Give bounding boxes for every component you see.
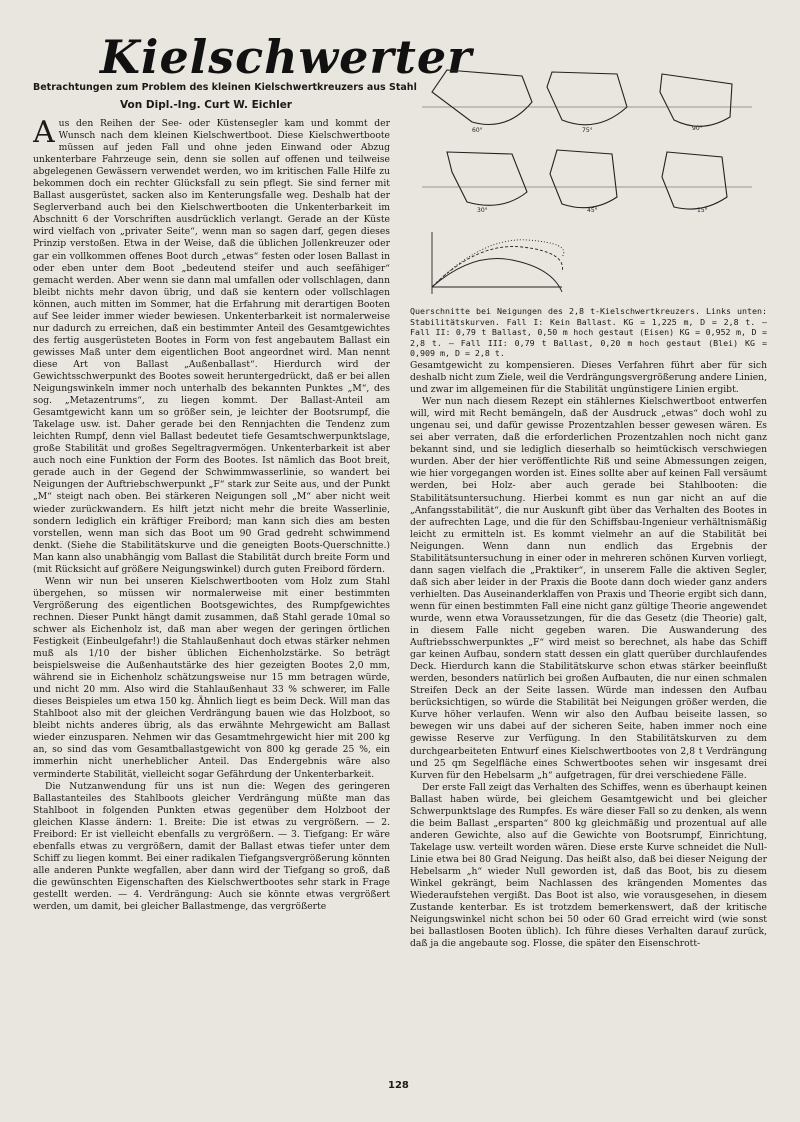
angle-label: 15° xyxy=(697,207,708,214)
hull-section-60 xyxy=(432,70,532,125)
paragraph: Wer nun nach diesem Rezept ein stählernes Kielschwertboot entwerfen will, wird mit Recht bemängeln, daß der Ausdruck „etwas“ doch wohl zu ungenau sei, und dafür gewisse Prozentzahlen besser gewesen wären. Es sei aber verraten, daß die erforderlichen Prozentzahlen noch nicht ganz bekannt sind, und sie lediglich dieserhalb so heimtückisch verschwiegen wurden. Aber der hier veröffentlichte Riß und seine Abmessungen zeigen, wie hier vorgegangen worden ist. Eines sollte aber auf keinen Fall versäumt werden, bei Holz- aber auch gerade bei Stahlbooten: die Stabilitätsuntersuchung. Hierbei kommt es nun gar nicht an auf die „Anfangsstabilität“, die nur Auskunft gibt über das Verhalten des Bootes in der aufrechten Lage, und die für den Schiffsbau-Ingenieur verhältnismäßig leicht zu ermitteln ist. Es kommt vielmehr an auf die Stabilität bei Neigungen. Wenn dann nun endlich das Ergebnis der Stabilitätsuntersuchung in einer oder in mehreren schönen Kurven vorliegt, dann sagen vielfach die „Praktiker“, in unserem Falle die aktiven Segler, daß sich aber leider in der Praxis die Boote dann doch wieder ganz anders verhielten. Das Auseinanderklaffen von Praxis und Theorie ergibt sich dann, wenn für einen bestimmten Fall eine nicht ganz gültige Theorie angewendet wurde, wenn etwa Voraussetzungen, für die das Gesetz (die Theorie) galt, in diesem Falle nicht gegeben waren. Die Auswanderung des Auftriebsschwerpunktes „F“ wird meist so berechnet, als habe das Schiff gar keinen Aufbau, sondern statt dessen ein glatt querüber durchlaufendes Deck. Hierdurch kann die Stabilitätskurve schon etwas stärker beeinflußt werden, besonders natürlich bei großen Aufbauten, die nur einen schmalen Streifen Deck an der Seite lassen. Würde man indessen den Aufbau berücksichtigen, so würde die Stabilität bei Neigungen größer werden, die Kurve höher verlaufen. Wenn wir also den Aufbau beiseite lassen, so bewegen wir uns dabei auf der sicheren Seite, haben immer noch eine gewisse Reserve zur Verfügung. In den Stabilitätskurven zu dem durchgearbeiteten Entwurf eines Kielschwertbootes von 2,8 t Verdrängung und 25 qm Segelfläche eines Schwertbootes sehen wir insgesamt drei Kurven für den Hebelsarm „h“ aufgetragen, für drei verschiedene Fälle. xyxy=(410,396,767,781)
paragraph: Gesamtgewicht zu kompensieren. Dieses Verfahren führt aber für sich deshalb nicht zum Ziele, weil die Verdrängungsvergrößerung andere Linien, und zwar im allgemeinen für die Stabilität ungünstigere Linien ergibt. xyxy=(410,360,767,396)
paragraph: Wenn wir nun bei unseren Kielschwertbooten vom Holz zum Stahl übergehen, so müssen wir normalerweise mit einer bestimmten Vergrößerung des eigentlichen Bootsgewichtes, des Rumpfgewichtes rechnen. Dieser Punkt hängt damit zusammen, daß Stahl gerade 10mal so schwer als Eichenholz ist, daß man aber wegen der geringen örtlichen Festigkeit (Einbeulgefahr!) die Stahlaußenhaut doch etwas stärker nehmen muß als 1/10 der bisher üblichen Eichenholzstärke. So beträgt beispielsweise die Außenhautstärke des hier gezeigten Bootes 2,0 mm, während sie in Eichenholz schätzungsweise nur 15 mm betragen würde, und nicht 20 mm. Also wird die Stahlaußenhaut 33 % schwerer, im Falle dieses Beispieles um etwa 150 kg. Ähnlich liegt es beim Deck. Will man das Stahlboot also mit der gleichen Verdrängung bauen wie das Holzboot, so bleibt nichts anderes übrig, als das erwähnte Mehrgewicht am Ballast wieder einzusparen. Nehmen wir das Gesamtmehrgewicht hier mit 200 kg an, so sind das vom Gesamtballastgewicht von 800 kg gerade 25 %, ein immerhin nicht unerheblicher Anteil. Das Endergebnis wäre also verminderte Stabilität, vielleicht sogar Gefährdung der Unkenterbarkeit. xyxy=(33,575,390,780)
page-number: 128 xyxy=(388,1080,409,1091)
stability-curves xyxy=(432,232,564,294)
hull-section-15 xyxy=(662,152,727,209)
angle-label: 45° xyxy=(587,207,598,214)
text-column-left xyxy=(33,118,390,1103)
angle-label: 30° xyxy=(477,207,488,214)
angle-label: 60° xyxy=(472,127,483,134)
hull-section-75 xyxy=(547,72,627,125)
drop-cap: A xyxy=(33,118,55,150)
angle-label: 75° xyxy=(582,127,593,134)
figure-caption: Querschnitte bei Neigungen des 2,8 t-Kielschwertkreuzers. Links unten: Stabilitätskurven. Fall I: Kein Ballast. KG = 1,225 m, D = 2,8 t. — Fall II: 0,79 t Ballast, 0,50 m hoch gestaut (Eisen) KG = 0,952 m, D = 2,8 t. — Fall III: 0,79 t Ballast, 0,20 m hoch gestaut (Blei) KG = 0,909 m, D = 2,8 t. xyxy=(410,306,767,358)
paragraph: Aus den Reihen der See- oder Küstensegler kam und kommt der Wunsch nach dem kleinen Kielschwertboot. Diese Kielschwertboote müssen auf jeden Fall und ohne jeden Einwand oder Abzug unkenterbare Fahrzeuge sein, denn sie sollen auf offenen und teilweise abgelegenen Gewässern verwendet werden, wo im kritischen Falle Hilfe zu bekommen doch ein rechter Glücksfall zu sein pflegt. Sie sind ferner mit Ballast ausgerüstet, sacken also im Kenterungsfalle weg. Deshalb hat der Seglerverband auch bei den Kielschwertbooten die Unkenterbarkeit im Abschnitt 6 der Vorschriften ausdrücklich verlangt. Gerade an der Küste wird vielfach von „privater Seite“, wenn man so sagen darf, gegen dieses Prinzip verstoßen. Etwa in der Weise, daß die üblichen Jollenkreuzer oder gar ein vollkommen offenes Boot durch „etwas“ festen oder losen Ballast in oder eben unter dem Boot „bedeutend steifer und auch seefähiger“ gemacht werden. Aber wenn sie dann mal umfallen oder vollschlagen, dann bleibt nichts mehr davon übrig, und daß sie kentern oder vollschlagen können, auch mitten im Sommer, hat die Erfahrung mit derartigen Booten auf See leider immer wieder bewiesen. Unkenterbarkeit ist normalerweise nur dadurch zu erreichen, daß ein bestimmter Anteil des Gesamtgewichtes des fertig ausgerüsteten Bootes in Form von fest angebautem Ballast ein gewisses Maß unter dem eigentlichen Boot angeordnet wird. Man nennt diese Art von Ballast „Außenballast“. Hierdurch wird der Gewichtsschwerpunkt des Bootes soweit heruntergedrückt, daß er bei allen Neigungswinkeln immer noch unterhalb des bekannten Punktes „M“, des sog. „Metazentrums“, zu liegen kommt. Der Ballast-Anteil am Gesamtgewicht kann um so größer sein, je leichter der Bootsrumpf, die Takelage usw. ist. Daher gerade bei den Rennjachten die Tendenz zum leichten Rumpf, denn viel Ballast bedeutet tiefe Gesamtschwerpunktslage, große Stabilität und großes Segeltragvermögen. Unkenterbarkeit ist aber auch noch eine Funktion der Form des Bootes. Ist nämlich das Boot breit, gerade auch in der Gegend der Schwimmwasserlinie, so wandert bei Neigungen der Auftriebschwerpunkt „F“ stark zur Seite aus, und der Punkt „M“ steigt nach oben. Bei stärkeren Neigungen soll „M“ aber nicht weit wieder zurückwandern. Es hilft jetzt nicht mehr die breite Wasserlinie, sondern lediglich ein kräftiger Freibord; man kann sich dies am besten vorstellen, wenn man sich das Boot um 90 Grad gedreht schwimmend denkt. (Siehe die Stabilitätskurve und die geneigten Boots-Querschnitte.) Man kann also unabhängig vom Ballast die Stabilität durch breite Form und (mit Rücksicht auf größere Neigungswinkel) durch guten Freibord fördern. xyxy=(33,118,390,575)
hull-section-90 xyxy=(660,74,732,126)
paragraph: Der erste Fall zeigt das Verhalten des Schiffes, wenn es überhaupt keinen Ballast haben würde, bei gleichem Gesamtgewicht und bei gleicher Schwerpunktslage des Rumpfes. Es wäre dieser Fall so zu denken, als wenn die beim Ballast „ersparten“ 800 kg gleichmäßig und prozentual auf alle anderen Gewichte, also auf die Gewichte von Bootsrumpf, Einrichtung, Takelage usw. verteilt worden wären. Diese erste Kurve schneidet die Null-Linie etwa bei 80 Grad Neigung. Das heißt also, daß bei dieser Neigung der Hebelsarm „h“ wieder Null geworden ist, daß das Boot, bis zu diesem Winkel gekrängt, beim Nachlassen des krängenden Momentes das Wiederaufstehen vergißt. Das Boot ist also, wie vorausgesehen, in diesem Zustande kenterbar. Es ist trotzdem bemerkenswert, daß der kritische Neigungswinkel nicht schon bei 50 oder 60 Grad erreicht wird (wie sonst bei ballastlosen Booten üblich). Ich führe dieses Verhalten darauf zurück, daß ja die angebaute sog. Flosse, die später den Eisenschrott- xyxy=(410,781,767,950)
paragraph: Die Nutzanwendung für uns ist nun die: Wegen des geringeren Ballastanteiles des Stahlboots gleicher Verdrängung müßte man das Stahlboot in folgenden Punkten etwas gegenüber dem Holzboot der gleichen Klasse ändern: 1. Breite: Die ist etwas zu vergrößern. — 2. Freibord: Er ist vielleicht ebenfalls zu vergrößern. — 3. Tiefgang: Er wäre ebenfalls etwas zu vergrößern, damit der Ballast etwas tiefer unter dem Schiff zu liegen kommt. Bei einer radikalen Tiefgangsvergrößerung könnten alle anderen Punkte wegfallen, aber dann wird der Tiefgang so groß, daß die gewünschten Eigenschaften des Kielschwertbootes sehr stark in Frage gestellt werden. — 4. Verdrängung: Auch sie könnte etwas vergrößert werden, um damit, bei gleicher Ballastmenge, das vergrößerte xyxy=(33,780,390,913)
article-title: Kielschwerter xyxy=(100,30,473,84)
text-column-right xyxy=(410,360,767,1100)
article-author: Von Dipl.-Ing. Curt W. Eichler xyxy=(120,99,292,111)
hull-cross-sections-figure xyxy=(412,62,768,302)
article-subtitle: Betrachtungen zum Problem des kleinen Kielschwertkreuzers aus Stahl xyxy=(33,82,417,93)
hull-section-45 xyxy=(550,150,617,208)
angle-label: 90° xyxy=(692,125,703,132)
hull-section-30 xyxy=(447,152,527,205)
